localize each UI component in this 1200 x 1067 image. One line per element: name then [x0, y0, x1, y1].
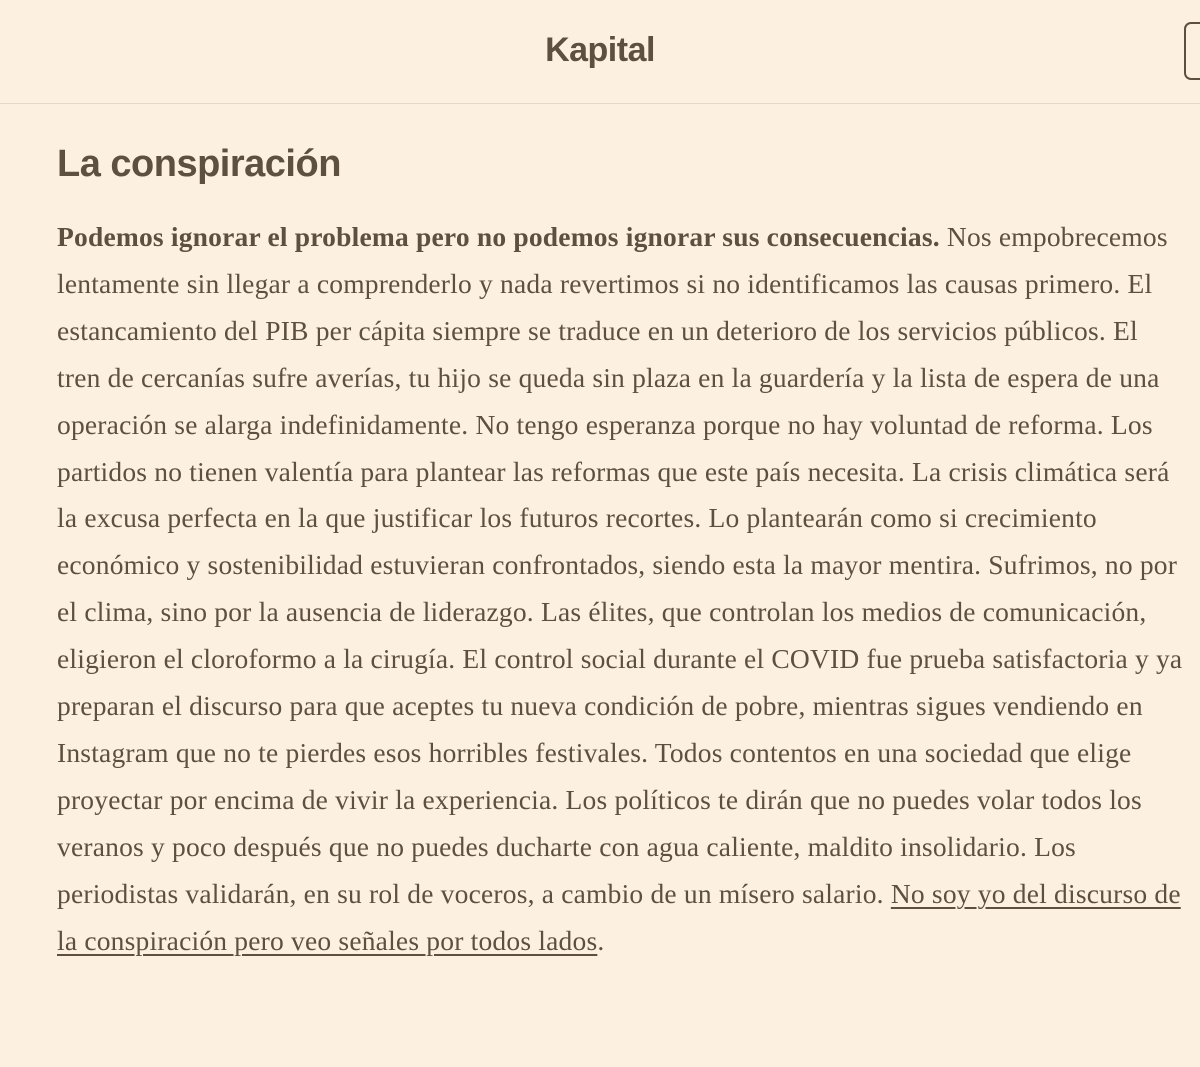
article [57, 140, 1187, 965]
conspiracy-link[interactable]: No soy yo del discurso de la conspiración pero veo señales por todos lados [57, 877, 1181, 956]
closing-punctuation: . [597, 924, 605, 956]
menu-button[interactable] [1184, 22, 1200, 80]
article-body [57, 214, 1187, 965]
lead-sentence: Podemos ignorar el problema pero no podemos ignorar sus consecuencias. [57, 221, 940, 252]
site-title[interactable]: Kapital [545, 31, 655, 69]
top-bar [0, 0, 1200, 104]
body-text: Nos empobrecemos lentamente sin llegar a comprenderlo y nada revertimos si no identificamos las causas primero. El estancamiento del PIB per cápita siempre se traduce en un deterioro de los servicios públicos. El tren de cercanías sufre averías, tu hijo se queda sin plaza en la guardería y la lista de espera de una operación se alarga indefinidamente. No tengo esperanza porque no hay voluntad de reforma. Los partidos no tienen valentía para plantear las reformas que este país necesita. La crisis climática será la excusa perfecta en la que justificar los futuros recortes. Lo plantearán como si crecimiento económico y sostenibilidad estuvieran confrontados, siendo esta la mayor mentira. Sufrimos, no por el clima, sino por la ausencia de liderazgo. Las élites, que controlan los medios de comunicación, eligieron el cloroformo a la cirugía. El control social durante el COVID fue prueba satisfactoria y ya preparan el discurso para que aceptes tu nueva condición de pobre, mientras sigues vendiendo en Instagram que no te pierdes esos horribles festivales. Todos contentos en una sociedad que elige proyectar por encima de vivir la experiencia. Los políticos te dirán que no puedes volar todos los veranos y poco después que no puedes ducharte con agua caliente, maldito insolidario. Los periodistas validarán, en su rol de voceros, a cambio de un mísero salario. [57, 221, 1183, 909]
article-title: La conspiración [57, 143, 341, 185]
